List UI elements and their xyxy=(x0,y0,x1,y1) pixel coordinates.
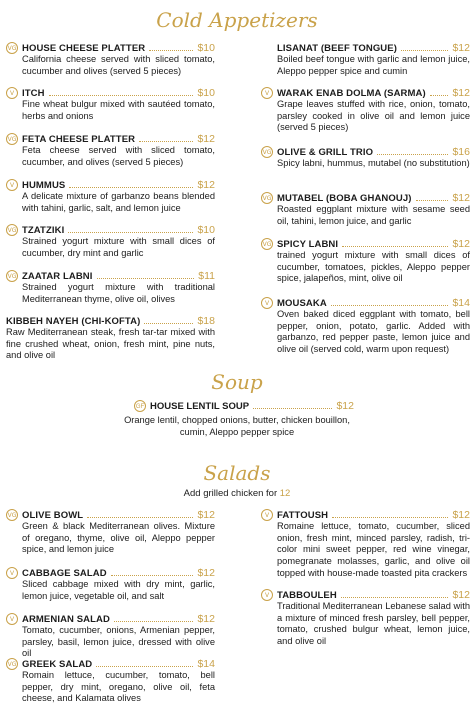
leader-dots xyxy=(430,95,449,96)
item-price: $12 xyxy=(452,238,470,250)
leader-dots xyxy=(144,323,193,324)
item-price: $12 xyxy=(452,87,470,99)
item-price: $12 xyxy=(197,567,215,579)
item-price: $12 xyxy=(452,192,470,204)
leader-dots xyxy=(114,621,194,622)
item-price: $10 xyxy=(197,87,215,99)
item-description: California cheese served with sliced tomato, cucumber and olives (served 5 pieces) xyxy=(22,54,215,76)
dietary-badge-icon: VG xyxy=(6,270,18,282)
item-description: A delicate mixture of garbanzo beans blended with tahini, garlic, salt, and lemon juice xyxy=(22,191,215,213)
soup-description-line-1: Orange lentil, chopped onions, butter, chicken bouillon, xyxy=(124,415,350,425)
menu-item-mutabel xyxy=(261,192,470,232)
item-description: Oven baked diced eggplant with tomato, bell pepper, onion, potato, garlic. Added with garbanzo, red pepper paste, lemon juice and olive oil (served cold, warm upon request) xyxy=(277,309,470,355)
item-name: KIBBEH NAYEH (CHI-KOFTA) xyxy=(6,315,141,327)
dietary-badge-icon: V xyxy=(261,509,273,521)
item-description: trained yogurt mixture with small dices of cucumber, tomatoes, pickles, Aleppo pepper spice, jalapeños, mint, olive oil xyxy=(277,250,470,284)
menu-item-greek-salad xyxy=(6,658,215,710)
menu-item-tabbouleh xyxy=(261,589,470,653)
dietary-badge-icon: V xyxy=(6,567,18,579)
leader-dots xyxy=(96,666,193,667)
leader-dots xyxy=(342,246,448,247)
salads-note-price: 12 xyxy=(279,488,291,499)
item-name: TZATZIKI xyxy=(22,224,65,236)
leader-dots xyxy=(97,278,195,279)
item-description: Romain lettuce, cucumber, tomato, bell pepper, dry mint, oregano, olive oil, feta cheese, and Kalamata olives xyxy=(22,670,215,704)
salads-title: Salads xyxy=(203,461,271,485)
item-description: Sliced cabbage mixed with dry mint, garlic, lemon juice, vegetable oil, and salt xyxy=(22,579,215,601)
item-price: $16 xyxy=(452,146,470,158)
dietary-badge-icon: VG xyxy=(261,192,273,204)
item-name: SPICY LABNI xyxy=(277,238,339,250)
dietary-badge-icon: V xyxy=(261,297,273,309)
salads-note-text: Add grilled chicken for xyxy=(183,488,278,499)
dietary-badge-icon: V xyxy=(6,179,18,191)
menu-item-warak-enab-dolma xyxy=(261,87,470,139)
menu-item-zaatar-labni xyxy=(6,270,215,310)
item-description: Fine wheat bulgur mixed with sautéed tomato, herbs and onions xyxy=(22,99,215,121)
leader-dots xyxy=(401,50,449,51)
item-name: HOUSE CHEESE PLATTER xyxy=(22,42,146,54)
menu-item-house-lentil-soup xyxy=(134,400,354,412)
leader-dots xyxy=(331,305,449,306)
item-name: FETA CHEESE PLATTER xyxy=(22,133,136,145)
item-name: TABBOULEH xyxy=(277,589,337,601)
item-name: HOUSE LENTIL SOUP xyxy=(150,400,250,412)
leader-dots xyxy=(332,517,448,518)
menu-item-hummus xyxy=(6,179,215,219)
leader-dots xyxy=(49,95,194,96)
item-price: $10 xyxy=(197,42,215,54)
item-name: MOUSAKA xyxy=(277,297,327,309)
item-name: OLIVE & GRILL TRIO xyxy=(277,146,374,158)
menu-item-feta-cheese-platter xyxy=(6,133,215,173)
item-price: $12 xyxy=(197,179,215,191)
item-name: OLIVE BOWL xyxy=(22,509,84,521)
item-price: $12 xyxy=(197,613,215,625)
item-name: ITCH xyxy=(22,87,45,99)
item-description: Raw Mediterranean steak, fresh tar-tar mixed with fine crushed wheat, onion, fresh mint, pine nuts, and olive oil xyxy=(6,327,215,361)
menu-item-house-cheese-platter xyxy=(6,42,215,82)
item-description: Traditional Mediterranean Lebanese salad with a mixture of minced fresh parsley, bell pepper, tomato, crushed bulgur wheat, lemon juice, and olive oil xyxy=(277,601,470,647)
menu-item-olive-grill-trio xyxy=(261,146,470,186)
dietary-badge-icon: VG xyxy=(6,658,18,670)
dietary-badge-icon: VG xyxy=(261,238,273,250)
menu-item-spicy-labni xyxy=(261,238,470,290)
item-price: $14 xyxy=(197,658,215,670)
menu-item-tzatziki xyxy=(6,224,215,264)
item-name: GREEK SALAD xyxy=(22,658,93,670)
menu-item-mousaka xyxy=(261,297,470,361)
leader-dots xyxy=(341,597,449,598)
item-name: MUTABEL (BOBA GHANOUJ) xyxy=(277,192,412,204)
menu-item-kibbeh-nayeh xyxy=(0,315,215,367)
dietary-badge-icon: VG xyxy=(6,42,18,54)
leader-dots xyxy=(68,232,193,233)
leader-dots xyxy=(377,154,448,155)
dietary-badge-icon: VG xyxy=(261,146,273,158)
dietary-badge-icon: VG xyxy=(6,133,18,145)
leader-dots xyxy=(139,141,193,142)
leader-dots xyxy=(111,575,194,576)
item-price: $11 xyxy=(198,270,215,282)
dietary-badge-icon: V xyxy=(6,613,18,625)
dietary-badge-icon: VG xyxy=(6,509,18,521)
menu-item-lisanat xyxy=(261,42,470,82)
dietary-badge-icon: V xyxy=(6,87,18,99)
item-description: Feta cheese served with sliced tomato, cucumber, and olives (served 5 pieces) xyxy=(22,145,215,167)
item-price: $10 xyxy=(197,224,215,236)
item-description: Grape leaves stuffed with rice, onion, tomato, parsley cooked in olive oil and lemon juice (served 5 pieces) xyxy=(277,99,470,133)
item-description: Green & black Mediterranean olives. Mixture of oregano, thyme, olive oil, Aleppo pepper spice, and lemon juice xyxy=(22,521,215,555)
leader-dots xyxy=(87,517,193,518)
menu-item-armenian-salad xyxy=(6,613,215,659)
menu-item-fattoush xyxy=(261,509,470,585)
item-description: Tomato, cucumber, onions, Armenian pepper, parsley, basil, lemon juice, dressed with olive oil xyxy=(22,625,215,659)
menu-item-olive-bowl xyxy=(6,509,215,561)
item-name: ZAATAR LABNI xyxy=(22,270,93,282)
dietary-badge-icon: VG xyxy=(6,224,18,236)
soup-description-line-2: cumin, Aleppo pepper spice xyxy=(179,427,295,437)
dietary-badge-icon: V xyxy=(261,589,273,601)
item-description: Strained yogurt mixture with traditional Mediterranean thyme, olive oil, olives xyxy=(22,282,215,304)
item-name: FATTOUSH xyxy=(277,509,329,521)
item-description: Spicy labni, hummus, mutabel (no substitution) xyxy=(277,158,470,168)
item-price: $14 xyxy=(452,297,470,309)
item-name: HUMMUS xyxy=(22,179,66,191)
item-price: $12 xyxy=(452,42,470,54)
item-price: $12 xyxy=(197,133,215,145)
item-description: Boiled beef tongue with garlic and lemon juice, Aleppo pepper spice and cumin xyxy=(277,54,470,76)
dietary-badge-icon: V xyxy=(261,87,273,99)
item-description: Romaine lettuce, tomato, cucumber, sliced onion, fresh mint, minced parsley, radish, tri-color mini sweet pepper, red wine vinegar, pomegranate molasses, garlic, and olive oil topped with house-made toasted pita crackers xyxy=(277,521,470,578)
soup-title: Soup xyxy=(211,370,263,394)
item-price: $12 xyxy=(197,509,215,521)
dietary-badge-icon: GF xyxy=(134,400,146,412)
item-price: $12 xyxy=(452,589,470,601)
item-description: Roasted eggplant mixture with sesame seed oil, tahini, lemon juice, and garlic xyxy=(277,204,470,226)
cold-appetizers-title: Cold Appetizers xyxy=(156,8,318,32)
item-name: ARMENIAN SALAD xyxy=(22,613,110,625)
leader-dots xyxy=(149,50,193,51)
item-description: Strained yogurt mixture with small dices of cucumber, dry mint and garlic xyxy=(22,236,215,258)
item-price: $18 xyxy=(197,315,215,327)
leader-dots xyxy=(416,200,449,201)
salads-note xyxy=(0,488,474,499)
leader-dots xyxy=(253,408,332,409)
item-name: LISANAT (BEEF TONGUE) xyxy=(277,42,397,54)
leader-dots xyxy=(69,187,193,188)
item-price: $12 xyxy=(336,400,354,412)
menu-item-itch xyxy=(6,87,215,127)
item-price: $12 xyxy=(452,509,470,521)
menu-item-cabbage-salad xyxy=(6,567,215,607)
item-name: WARAK ENAB DOLMA (SARMA) xyxy=(277,87,426,99)
item-name: CABBAGE SALAD xyxy=(22,567,107,579)
